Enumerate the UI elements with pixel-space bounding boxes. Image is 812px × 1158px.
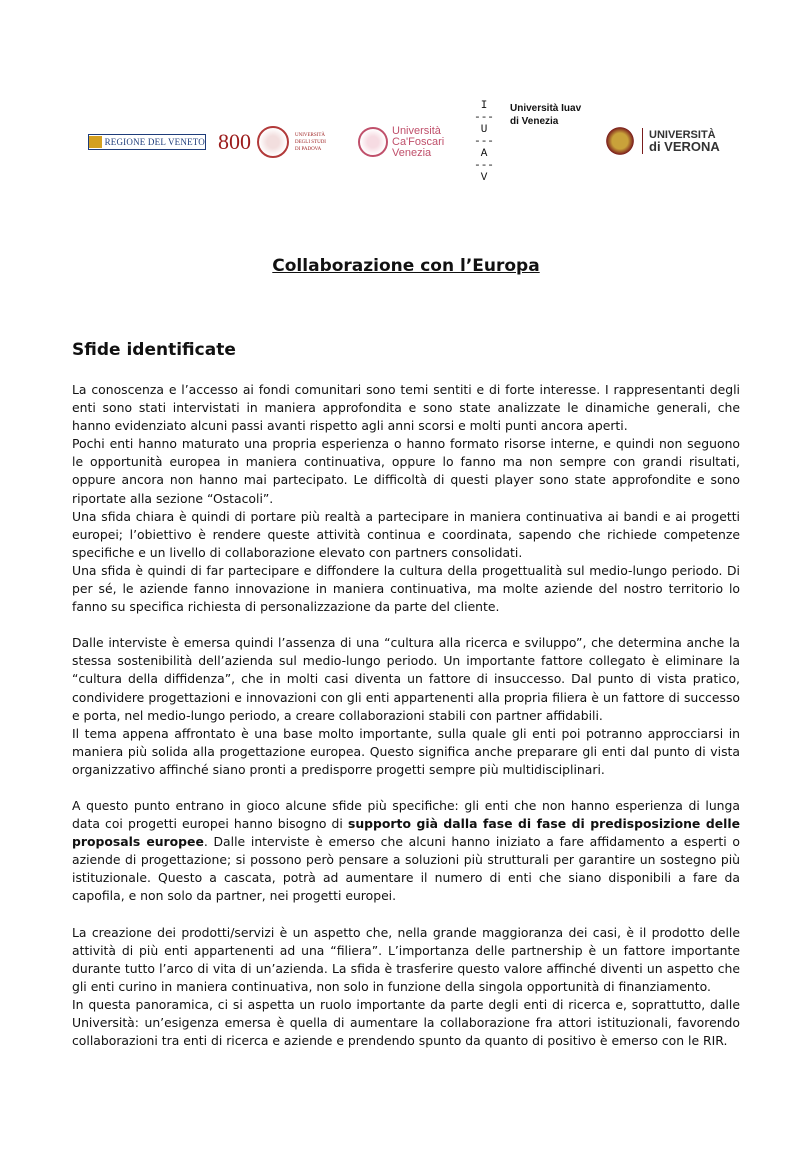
cafoscari-line-1: Università (392, 124, 441, 137)
paragraph-7-rest: Dalle interviste è emerso che alcuni hanno iniziato a fare affidamento a esperti o aziende di progettazione; si possono però pensare a soluzioni più strutturali per garantire un sostegno più istituzionale. Questo a cascata, potrà ad aumentare il numero di enti che siano disponibili a fare da capofila, e non solo da partner, nei progetti europei. (72, 834, 740, 904)
cafoscari-text (392, 126, 444, 159)
paragraph-4: Una sfida è quindi di far partecipare e diffondere la cultura della progettualità sul medio-lungo periodo. Di per sé, le aziende fanno innovazione in maniera continuativa, ma molte aziende del nostro territorio lo fanno su specifica richiesta di personalizzazione da parte del cliente. (72, 562, 740, 615)
regione-veneto-text: REGIONE DEL VENETO (104, 137, 205, 147)
iuav-logo (474, 100, 584, 184)
paragraph-5: Dalle interviste è emersa quindi l’assenza di una “cultura alla ricerca e sviluppo”, che determina anche la stessa sostenibilità dell’azienda sul medio-lungo periodo. Un importante fattore collegato è eliminare la “cultura della diffidenza”, che in molti casi diventa un fattore di insuccesso. Dal punto di vista pratico, condividere progettazioni e innovazioni con gli enti appartenenti alla propria filiera è un fattore di successo e porta, nel medio-lungo periodo, a creare collaborazioni stabili con partner affidabili. (72, 635, 740, 723)
paragraph-2: Pochi enti hanno maturato una propria esperienza o hanno formato risorse interne, e quindi non seguono le opportunità europea in maniera continuativa, oppure lo fanno ma non sempre con grandi risultati, oppure ancora non hanno mai partecipato. Le difficoltà di questi player sono state approfondite e sono riportate alla sezione “Ostacoli”. (72, 436, 740, 506)
paragraph-9: In questa panoramica, ci si aspetta un ruolo importante da parte degli enti di ricerca e, soprattutto, dalle Università: un’esigenza emersa è quella di aumentare la collaborazione fra attori istituzionali, favorendo collaborazioni tra enti di ricerca e aziende e prendendo spunto da quanto di positivo è emerso con le RIR. (72, 996, 740, 1049)
unipd-800-mark: 800 (218, 129, 251, 154)
univr-line-2: di VERONA (649, 139, 720, 154)
paragraph-7 (72, 797, 740, 906)
document-body (72, 381, 740, 1050)
paragraph-gap (72, 779, 740, 797)
iuav-line-1: Università Iuav (510, 103, 582, 114)
paragraph-7-tail: . (203, 834, 214, 850)
cafoscari-logo (358, 124, 458, 160)
paragraph-7-bold: supporto già dalla fase di fase di predisposizione delle proposals europee (72, 816, 740, 850)
paragraph-3: Una sfida chiara è quindi di portare più realtà a partecipare in maniera continuativa ai bandi e ai progetti europei; l’obiettivo è rendere queste attività continua e coordinata, sapendo che richiede competenze specifiche e un livello di collaborazione elevato con partners consolidati. (72, 508, 740, 560)
univr-text (649, 129, 720, 153)
lion-flag-icon (89, 136, 102, 148)
cafoscari-seal-icon (358, 127, 388, 157)
univr-logo (604, 124, 728, 158)
iuav-vertical-mark: I --- U --- A --- V (474, 100, 494, 184)
cafoscari-line-2: Ca'Foscari (392, 135, 445, 148)
univr-divider (642, 128, 643, 154)
paragraph-gap (72, 906, 740, 924)
cafoscari-line-3: Venezia (392, 146, 432, 159)
univr-seal-icon (604, 125, 636, 157)
paragraph-8: La creazione dei prodotti/servizi è un aspetto che, nella grande maggioranza dei casi, è il prodotto delle attività di più enti appartenenti ad una “filiera”. L’importanza delle partnership è un fattore importante durante tutto l’arco di vita di un’azienda. La sfida è trasferire questo valore affinché diventi un aspetto che gli enti curino in maniera continuativa, non solo in funzione della singola opportunità di finanziamento. (72, 924, 740, 994)
unipd-logo (218, 124, 333, 160)
iuav-text (510, 102, 581, 128)
document-title: Collaborazione con l’Europa (272, 256, 540, 276)
paragraph-1: La conoscenza e l’accesso ai fondi comunitari sono temi sentiti e di forte interesse. I rappresentanti degli enti sono stati intervistati in maniera approfondita e sono state analizzate le dinamiche generali, che hanno evidenziato alcuni passi avanti rispetto agli anni scorsi e molti punti ancora aperti. (72, 382, 740, 434)
paragraph-6: Il tema appena affrontato è una base molto importante, sulla quale gli enti poi potranno approcciarsi in maniera più solida alla progettazione europea. Questo significa anche preparare gli enti dal punto di vista organizzativo affinché siano pronti a predisporre progetti sempre più multidisciplinari. (72, 725, 740, 777)
unipd-text: UNIVERSITÀ DEGLI STUDI DI PADOVA (295, 132, 326, 152)
section-heading: Sfide identificate (72, 340, 236, 360)
iuav-line-2: di Venezia (510, 116, 559, 127)
regione-veneto-logo (88, 134, 206, 150)
header-logos (88, 100, 728, 190)
paragraph-gap (72, 616, 740, 634)
paragraph-7-lead: A questo punto entrano in gioco alcune sfide più specifiche: gli enti che non hanno esperienza di lunga data coi progetti europei hanno bisogno di (72, 797, 740, 832)
univr-line-1: UNIVERSITÀ (649, 129, 716, 141)
unipd-seal-icon (257, 126, 289, 158)
